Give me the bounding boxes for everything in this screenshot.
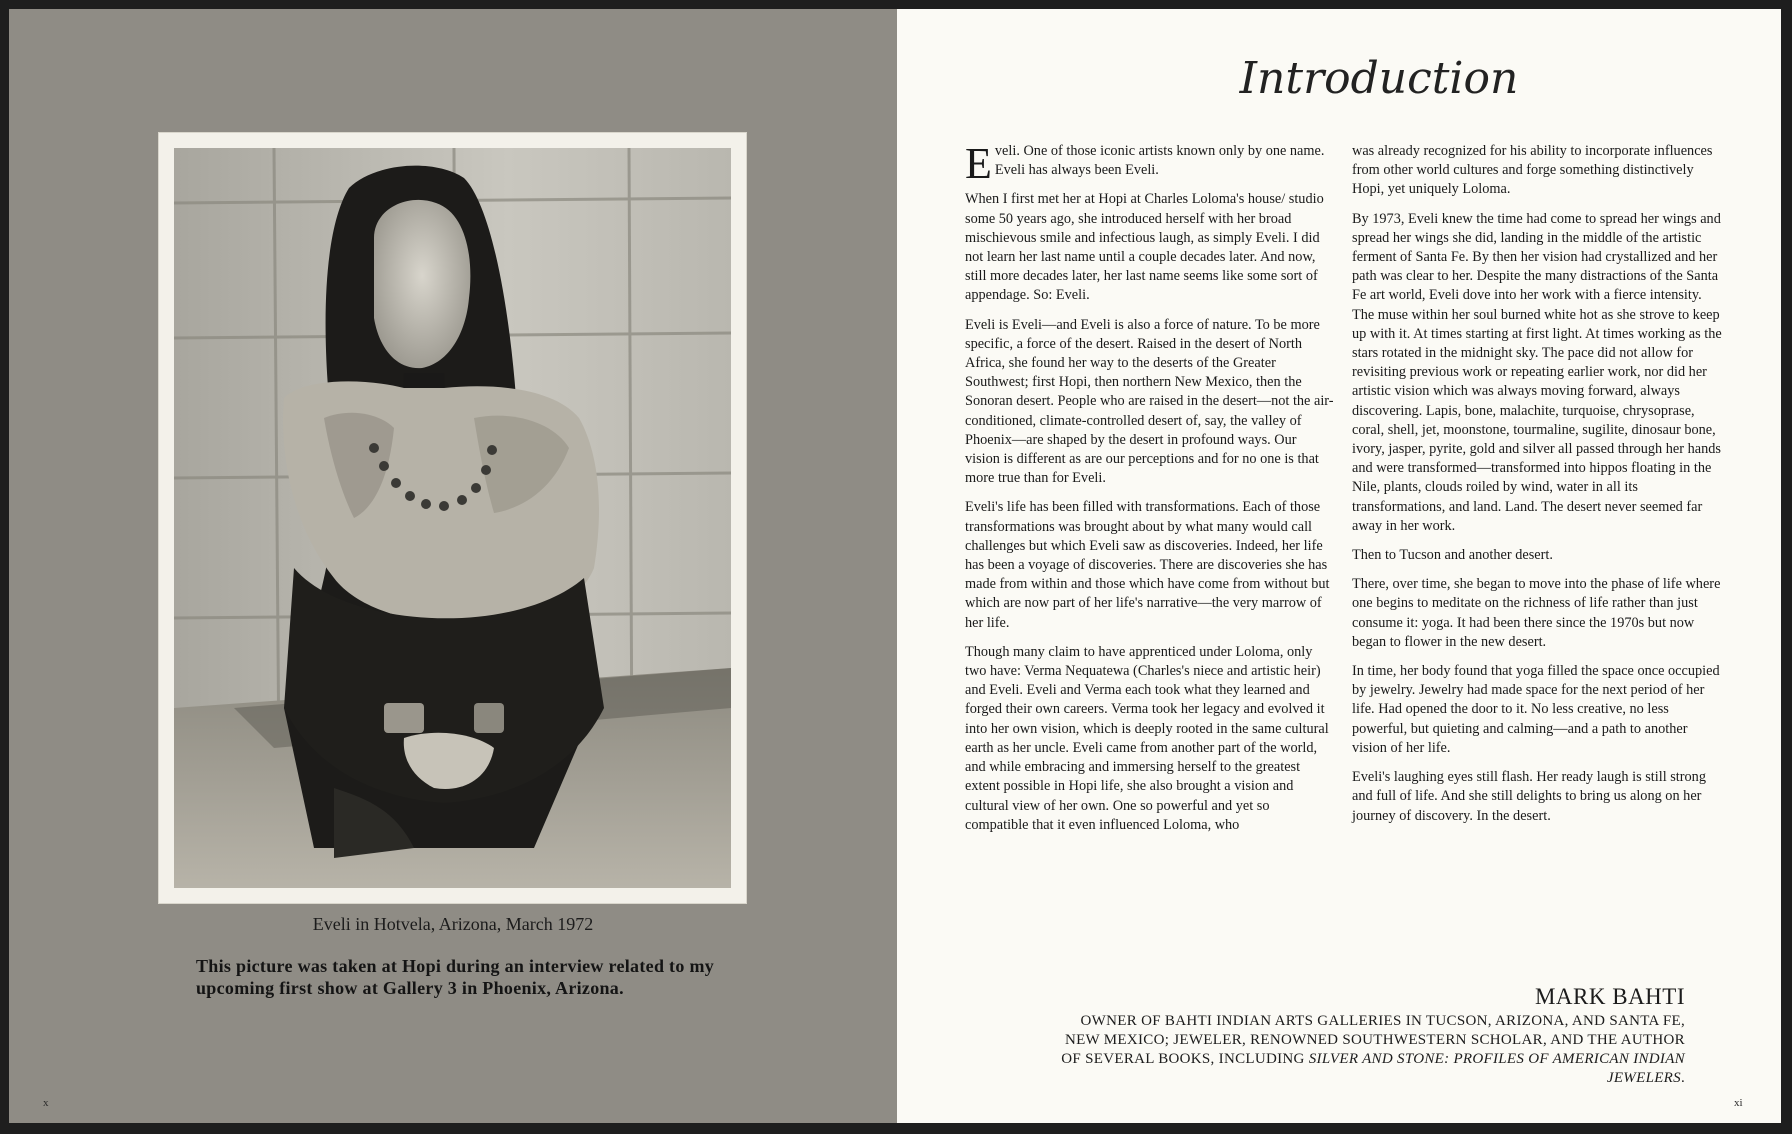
author-description	[1045, 1012, 1685, 1088]
paragraph	[965, 139, 1335, 188]
left-page	[9, 9, 897, 1123]
paragraph: Then to Tucson and another desert.	[1352, 547, 1553, 564]
drop-cap: E	[965, 139, 992, 188]
paragraph: Eveli's laughing eyes still flash. Her ready laugh is still strong and full of life. And she still delights to bring us along on her journey of discovery. In the desert.	[1352, 769, 1706, 824]
paragraph: was already recognized for his ability to incorporate influences from other world cultures and forge something distinctively Hopi, yet uniquely Loloma.	[1352, 143, 1713, 198]
right-page	[897, 9, 1781, 1123]
paragraph: Eveli is Eveli—and Eveli is also a force of nature. To be more specific, a force of the desert. Raised in the desert of North Africa, she found her way to the deserts of the Greater Southwest; first Hopi, then northern New Mexico, then the Sonoran desert. People who are raised in the desert—not the air-conditioned, climate-controlled desert of, say, the valley of Phoenix—are shaped by the desert in profound ways. Our vision is different as are our perceptions and for no one is that more true than for Eveli.	[965, 316, 1334, 487]
text-column-right	[1352, 142, 1722, 836]
photo-frame	[159, 133, 746, 903]
paragraph: When I first met her at Hopi at Charles Loloma's house/ studio some 50 years ago, she introduced herself with her broad mischievous smile and infectious laugh, as simply Eveli. I did not learn her last name until a couple decades later. And now, still more decades later, her last name seems like some sort of appendage. So: Eveli.	[965, 191, 1324, 304]
page-number-left: x	[43, 1097, 49, 1109]
paragraph: In time, her body found that yoga filled the space once occupied by jewelry. Jewelry had made space for the next period of her life. Had opened the door to it. No less creative, no less powerful, but quieting and calming—and a path to another vision of her life.	[1352, 663, 1720, 756]
paragraph: There, over time, she began to move into the phase of life where one begins to meditate on the richness of life rather than just consume it: yoga. It had been there since the 1970s but now began to flower in the new desert.	[1352, 576, 1721, 650]
author-signature	[1045, 984, 1685, 1088]
paragraph: Though many claim to have apprenticed under Loloma, only two have: Verma Nequatewa (Charles's niece and artistic heir) and Eveli. Eveli and Verma each took what they learned and forged their own careers. Verma took her legacy and evolved it into her own vision, which is deeply rooted in the same cultural earth as her uncle. Eveli came from another part of the world, and while embracing and immersing herself to the greatest extent possible in Hopi life, she also brought a vision and cultural view of her own. One so powerful and yet so compatible that it even influenced Loloma, who	[965, 643, 1329, 833]
chapter-title: Introduction	[1239, 53, 1519, 104]
author-description-text: OWNER OF BAHTI INDIAN ARTS GALLERIES IN TUCSON, ARIZONA, AND SANTA FE, NEW MEXICO; JEWELER, RENOWNED SOUTHWESTERN SCHOLAR, AND THE AUTHOR OF SEVERAL BOOKS, INCLUDING	[1061, 1013, 1685, 1067]
author-name: MARK BAHTI	[1534, 984, 1685, 1009]
portrait-photo	[174, 148, 731, 888]
paragraph-text: veli. One of those iconic artists known only by one name. Eveli has always been Eveli.	[994, 143, 1325, 179]
book-title: SILVER AND STONE: PROFILES OF AMERICAN INDIAN JEWELERS	[1308, 1051, 1685, 1086]
paragraph: By 1973, Eveli knew the time had come to spread her wings and spread her wings she did, landing in the middle of the artistic ferment of Santa Fe. By then her vision had crystallized and her path was clear to her. Despite the many distractions of the Santa Fe art world, Eveli dove into her work with a fierce intensity. The muse within her soul burned white hot as she strove to keep up with it. At times starting at first light. At times working as the stars rotated in the midnight sky. The pace did not allow for revisiting previous work or repeating earlier work, nor did her artistic vision which was always moving forward, always discovering. Lapis, bone, malachite, turquoise, chrysoprase, coral, shell, jet, moonstone, tourmaline, sugilite, dinosaur bone, ivory, jasper, pyrite, gold and silver all passed through her hands and were transformed—transformed into hippos floating in the Nile, plants, clouds roiled by wind, water in all its transformations, and land. Land. The desert never seemed far away in her work.	[1352, 210, 1722, 534]
photo-caption-body: This picture was taken at Hopi during an interview related to my upcoming first show at Gallery 3 in Phoenix, Arizona.	[196, 956, 715, 998]
page-number-right: xi	[1734, 1097, 1743, 1109]
text-column-left	[965, 139, 1335, 845]
author-description-end: .	[1680, 1070, 1685, 1086]
photo-caption-title: Eveli in Hotvela, Arizona, March 1972	[312, 914, 594, 934]
paragraph: Eveli's life has been filled with transformations. Each of those transformations was brought about by what many would call challenges but which Eveli saw as discoveries. Indeed, her life has been a voyage of discoveries. There are discoveries she has made from within and those which have come from without but which are now part of her life's narrative—the very marrow of her life.	[965, 499, 1330, 631]
